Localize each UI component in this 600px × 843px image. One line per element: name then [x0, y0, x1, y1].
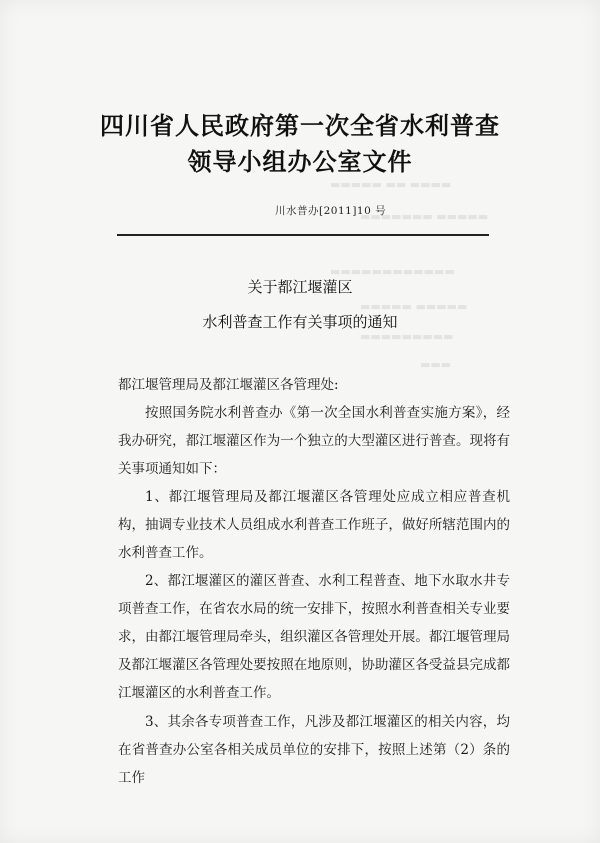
- subject-line2: 水利普查工作有关事项的通知: [202, 313, 398, 331]
- body-paragraph-item3: 3、其余各专项普查工作，凡涉及都江堰灌区的相关内容，均在省普查办公室各相关成员单位的安排下，按照上述第（2）条的工作: [118, 714, 510, 786]
- bleed-through-mark: ▬▬▬▬▬ ▬▬ ▬▬▬▬: [330, 178, 452, 191]
- bleed-through-mark: ▬▬▬: [420, 358, 452, 371]
- recipient-line: 都江堰管理局及都江堰灌区各管理处:: [118, 377, 339, 393]
- body-paragraph-intro: 按照国务院水利普查办《第一次全国水利普查实施方案》，经我办研究，都江堰灌区作为一个独立的大型灌区进行普查。现将有关事项通知如下：: [118, 405, 510, 477]
- subject-line1: 关于都江堰灌区: [247, 278, 353, 296]
- header-divider: [117, 234, 489, 236]
- bleed-through-mark: ▬▬▬▬▬▬▬▬▬▬▬▬: [330, 265, 455, 278]
- bleed-through-mark: ▬▬▬▬▬ ▬▬▬▬▬: [360, 300, 468, 313]
- body-paragraph-item2: 2、都江堰灌区的灌区普查、水利工程普查、地下水取水井专项普查工作，在省农水局的统一安排下，按照水利普查相关专业要求，由都江堰管理局牵头，组织灌区各管理处开展。都江堰管理局及都江堰灌区各管理处要按照在地原则，协助灌区各受益县完成都江堰灌区的水利普查工作。: [118, 573, 510, 701]
- document-number: 川水普办[2011]10 号: [275, 205, 387, 217]
- bleed-through-mark: ▬▬▬▬▬▬▬ ▬▬▬▬▬: [360, 210, 489, 223]
- document-title-line2: 领导小组办公室文件: [187, 147, 413, 176]
- body-paragraph-item1: 1、都江堰管理局及都江堰灌区各管理处应成立相应普查机构，抽调专业技术人员组成水利普查工作班子，做好所辖范围内的水利普查工作。: [118, 489, 510, 561]
- bleed-through-mark: ▬▬▬▬▬▬▬▬▬: [360, 330, 454, 343]
- document-title-line1: 四川省人民政府第一次全省水利普查: [100, 111, 500, 140]
